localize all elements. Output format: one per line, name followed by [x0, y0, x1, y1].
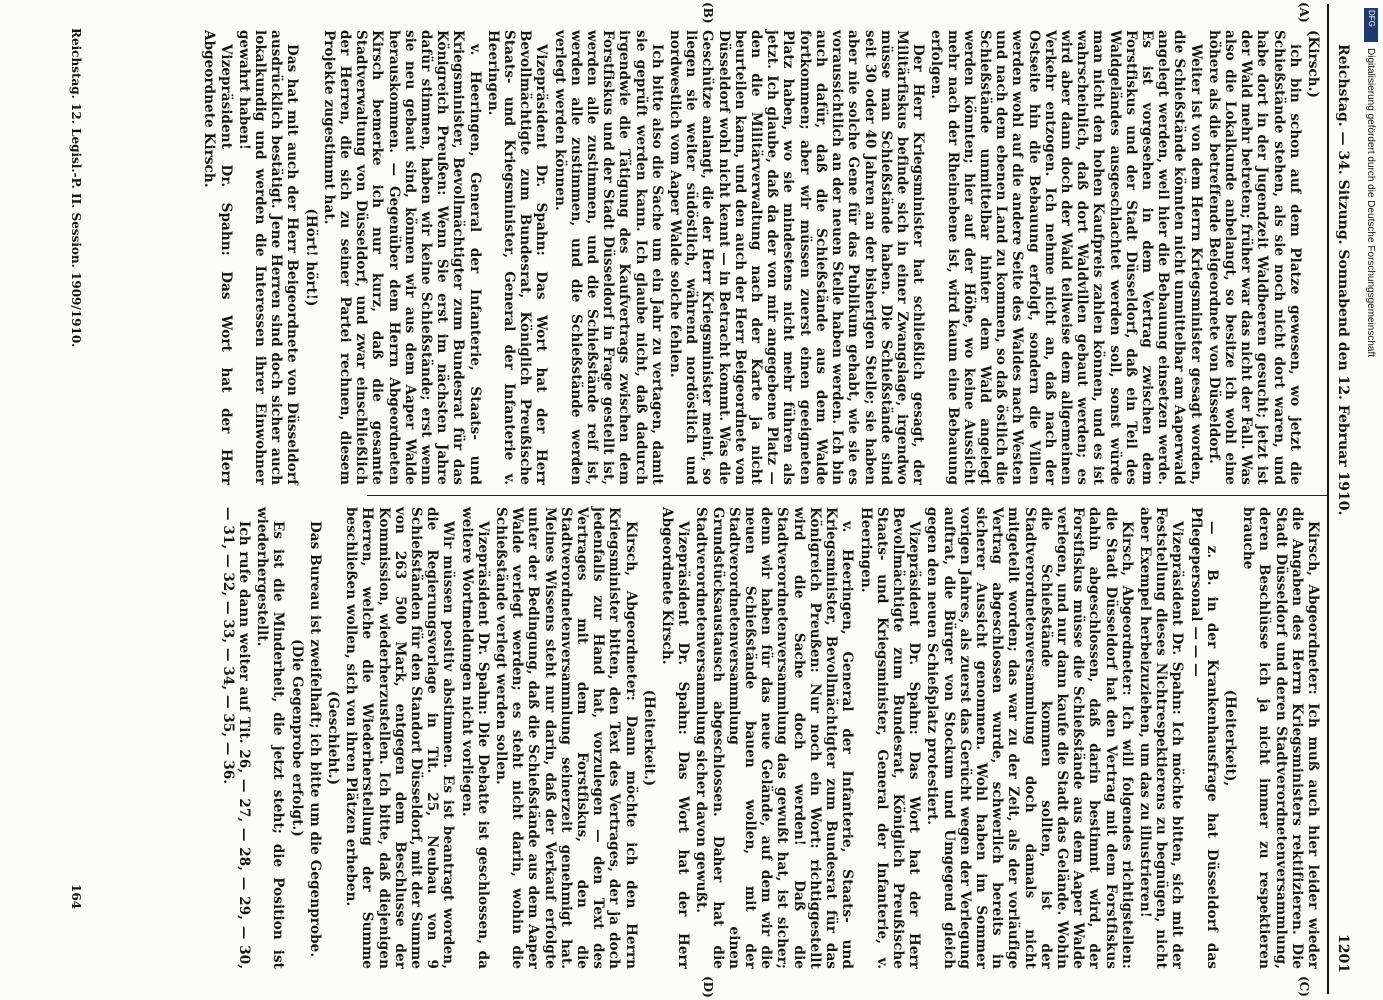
paragraph: Wir müssen positiv abstimmen. Es ist beantragt worden, die Regierungsvorlage in Tit. 25, Neubau von 9 Schießständen für den Standort Düsseldorf, mit der Summe von 263 500 Mark, entgegen dem Beschlusse der Kommission, wiederherzustellen. Ich bitte, daß diejenigen Herren, welche die Wiederherstellung der Summe beschließen wollen, sich von ihren Plätzen erheben. [343, 507, 457, 969]
paragraph: Vizepräsident Dr. Spahn: Die Debatte ist geschlossen, da weitere Wortmeldungen nicht vorliegen. [458, 507, 491, 969]
paragraph: Das Bureau ist zweifelhaft; ich bitte um die Gegenprobe. [306, 521, 323, 958]
credit-text: Digitalisierung gefördert durch die Deutsche Forschungsgemeinschaft [1365, 48, 1376, 358]
footer-session: Reichstag. 12. Legisl.-P. II. Session. 1909/1910. [69, 28, 83, 348]
column-divider [367, 495, 1327, 496]
margin-letter-d: (D) [701, 976, 715, 998]
right-column [218, 507, 1321, 969]
paragraph: Vizepräsident Dr. Spahn: Das Wort hat der Herr Abgeordnete Kirsch. [201, 30, 234, 485]
paragraph: v. Heeringen, General der Infanterie, Staats- und Kriegsminister, Bevollmächtigter zum Bundesrat für das Königreich Preußen: Wenn Sie erst im nächsten Jahre dafür stimmen, haben wir keine Schießstände; erst wenn sie neu gebaut sind, können wir aus dem Aaper Walde herauskommen. — Gegenüber dem Herrn Abgeordneten Kirsch bemerke ich nur kurz, daß die gesamte Stadtverwaltung von Düsseldorf, und zwar einschließlich der Herren, die sich zu seiner Partei rechnen, diesem Projekte zugestimmt hat. [320, 30, 483, 485]
paragraph: Kirsch, Abgeordneter: Ich muß auch hier leider wieder die Angaben des Herrn Kriegsministers rektifizieren. Die Stadt Düsseldorf und deren Stadtverordnetenversammlung, deren Beschlüsse ich ja nicht immer zu respektieren brauche [1240, 507, 1321, 969]
header-rule [1327, 4, 1329, 994]
paragraph: — z. B. in der Krankenhausfrage hat Düsseldorf das Pflegepersonal — — — [1187, 507, 1220, 969]
paragraph: Ich bitte also die Sache um ein Jahr zu vertagen, damit sie geprüft werden kann. Ich glaube nicht, daß dadurch irgendwie die Tätigung des Kaufvertrags zwischen dem Forstfiskus und der Stadt Düsseldorf in Frage gestellt ist, werden alle zustimmen, und die Schießstände reif ist, werden alle zustimmen, und die Schießstände werden verlegt werden können. [551, 30, 665, 485]
interjection: (Heiterkeit), [1221, 689, 1238, 787]
interjection: (Die Gegenprobe erfolgt.) [288, 639, 305, 837]
paragraph: Vizepräsident Dr. Spahn: Das Wort hat der Herr Bevollmächtigte zum Bundesrat, Königlich Preußische Staats- und Kriegsminister, General der Infanterie, v. Heeringen. [857, 507, 923, 969]
footer-signature-number: 164 [69, 884, 83, 910]
left-column [199, 30, 1321, 485]
page-number: 1201 [1335, 934, 1351, 973]
paragraph: Weiter ist von dem Herrn Kriegsminister gesagt worden, die Schießstände könnten nicht unmittelbar am Aaperwald angelegt werden, weil hier die Bebauung einsetzen werde. Es ist vorgesehen in dem Vertrag zwischen dem Forstfiskus und der Stadt Düsseldorf, daß ein Teil des Waldgeländes ausgeschlachtet werden soll, sonst würde man nicht den hohen Kaufpreis zahlen können, und es ist wahrscheinlich, daß dort Waldvillen gebaut werden; es wird aber dann doch der Wald teilweise dem allgemeinen Verkehr entzogen. Ich nehme nicht an, daß nach der Ostseite hin die Bebauung erfolgt, sondern die Villen werden wohl auf die andere Seite des Waldes nach Westen und nach dem ebenen Land zu kommen, so daß östlich die Schießstände unmittelbar hinter dem Wald angelegt werden könnten; hier auf der Höhe, wo keine Aussicht mehr nach der Rheinebene ist, wird kaum eine Bebauung erfolgen. [928, 30, 1204, 485]
digitization-credit [1362, 48, 1376, 668]
interjection: (Hört! hört!) [302, 208, 319, 307]
running-header [1329, 4, 1355, 994]
margin-letter-b: (B) [701, 2, 715, 24]
speaker-tag: (Kirsch.) [1305, 30, 1321, 98]
paragraph: Vizepräsident Dr. Spahn: Ich möchte bitten, sich mit der Feststellung dieses Nichtrespektierens zu begnügen, nicht aber Exempel herbeizuziehen, um das zu illustrieren! [1136, 507, 1186, 969]
paragraph: Kirsch, Abgeordneter: Dann möchte ich den Herrn Kriegsminister bitten, den Text des Vertrages, der ja doch jedenfalls zur Hand hat, vorzulegen — den Text des Vertrages mit dem Forstfiskus, den die Stadtverordnetenversammlung seinerzeit genehmigt hat. Meines Wissens steht nur darin, daß der Verkauf erfolgte unter der Bedingung, daß die Schießstände aus dem Aaper Walde verlegt werden; es steht nicht darin, wohin die Schießstände verlegt werden sollen. [493, 507, 639, 969]
margin-letter-c: (C) [1297, 976, 1311, 997]
paragraph: Der Herr Kriegsminister hat schließlich gesagt, der Militärfiskus befinde sich in einer Zwangslage, irgendwo müsse man Schießstände haben. Die Schießstände sind seit 30 oder 40 Jahren an der bisherigen Stelle; sie haben aber nie solche Gene für das Publikum gehabt, wie sie es voraussichtlich an der neuen Stelle haben werden. Ich bin auch dafür, daß die Schießstände aus dem Walde fortkommen; aber wir müssen zuerst einen geeigneten Platz haben, wo sie mindestens nicht mehr führen als jetzt. Ich glaube, daß da der von mir angegebene Platz — den die Militärverwaltung nach der Karte ja nicht beurteilen kann, und den auch der Herr Beigeordnete von Düsseldorf wohl nicht kennt — in Betracht kommt. Was die Geschütze anlangt, die der Herr Kriegsminister meint, so liegen sie weiter südöstlich, während nordöstlich und nordwestlich vom Aaper Walde solche fehlen. [667, 30, 927, 485]
paragraph: Es ist die Minderheit, die jetzt steht; die Position ist wiederhergestellt. [254, 507, 287, 969]
header-title: Reichstag. — 34. Sitzung. Sonnabend den 12. Februar 1910. [1335, 44, 1351, 516]
rotated-content [55, 2, 1355, 998]
paragraph: v. Heeringen, General der Infanterie, Staats- und Kriegsminister, Bevollmächtigter zum Bundesrat für das Königreich Preußen: Nur noch ein Wort: richtiggestellt wird die Sache doch werden! Daß die Stadtverordnetenversammlung das gewußt hat, ist sicher; denn wir haben für das neue Gelände, auf dem wir die neuen Schießstände bauen wollen, mit der Stadtverordnetenversammlung einen Grundstücksaustausch abgeschlossen. Daher hat die Stadtverordnetenversammlung sicher davon gewußt. [693, 507, 856, 969]
paragraph: Vizepräsident Dr. Spahn: Das Wort hat der Herr Abgeordnete Kirsch. [659, 507, 692, 969]
interjection: (Geschieht.) [325, 690, 342, 786]
paragraph: Vizepräsident Dr. Spahn: Das Wort hat der Herr Bevollmächtigte zum Bundesrat, Königlich Preußische Staats- und Kriegsminister, General der Infanterie v. Heeringen. [484, 30, 550, 485]
dfg-logo: DFG [1364, 8, 1378, 42]
paragraph: Kirsch, Abgeordneter: Ich will folgendes richtigstellen: die Stadt Düsseldorf hat den Vertrag mit dem Forstfiskus dahin abgeschlossen, daß darin bestimmt wird, der Forstfiskus müsse die Schießstände aus dem Aaper Walde verlegen, und nur dann kaufe die Stadt das Gelände. Wohin die Schießstände kommen sollten, ist der Stadtverordnetenversammlung doch damals nicht mitgeteilt worden; das war zu der Zeit, als der vorläufige Vertrag abgeschlossen wurde, schwerlich bereits in sicherer Aussicht genommen. Wohl haben im Sommer vorigen Jahres, als zuerst das Gerücht wegen der Verlegung auftrat, die Bürger von Stockum und Umgegend gleich gegen den neuen Schießplatz protestiert. [924, 507, 1135, 969]
margin-letter-a: (A) [1297, 2, 1311, 23]
paragraph: ich bin schon auf dem Platze gewesen, wo jetzt die Schießstände stehen, als sie noch nicht dort waren, und habe dort in der Jugendzeit Waldbeeren gesucht; jetzt ist der Wald mehr betreten; früher war das nicht der Fall. Was also die Lokalkunde anbelangt, so besitze ich wohl eine höhere als die betreffende Beigeordnete von Düsseldorf. [1205, 30, 1303, 485]
interjection: (Heiterkeit.) [640, 689, 657, 787]
paragraph: Das hat mit auch der Herr Beigeordnete von Düsseldorf ausdrücklich bestätigt. Jene Herren sind doch sicher auch lokalkundig und werden die Interessen ihrer Einwohner gewahrt haben! [235, 30, 301, 485]
paragraph: Ich rufe dann weiter auf Tit. 26, — 27, — 28, — 29, — 30, — 31, — 32, — 33, — 34, — 35, — 36. [219, 507, 252, 969]
